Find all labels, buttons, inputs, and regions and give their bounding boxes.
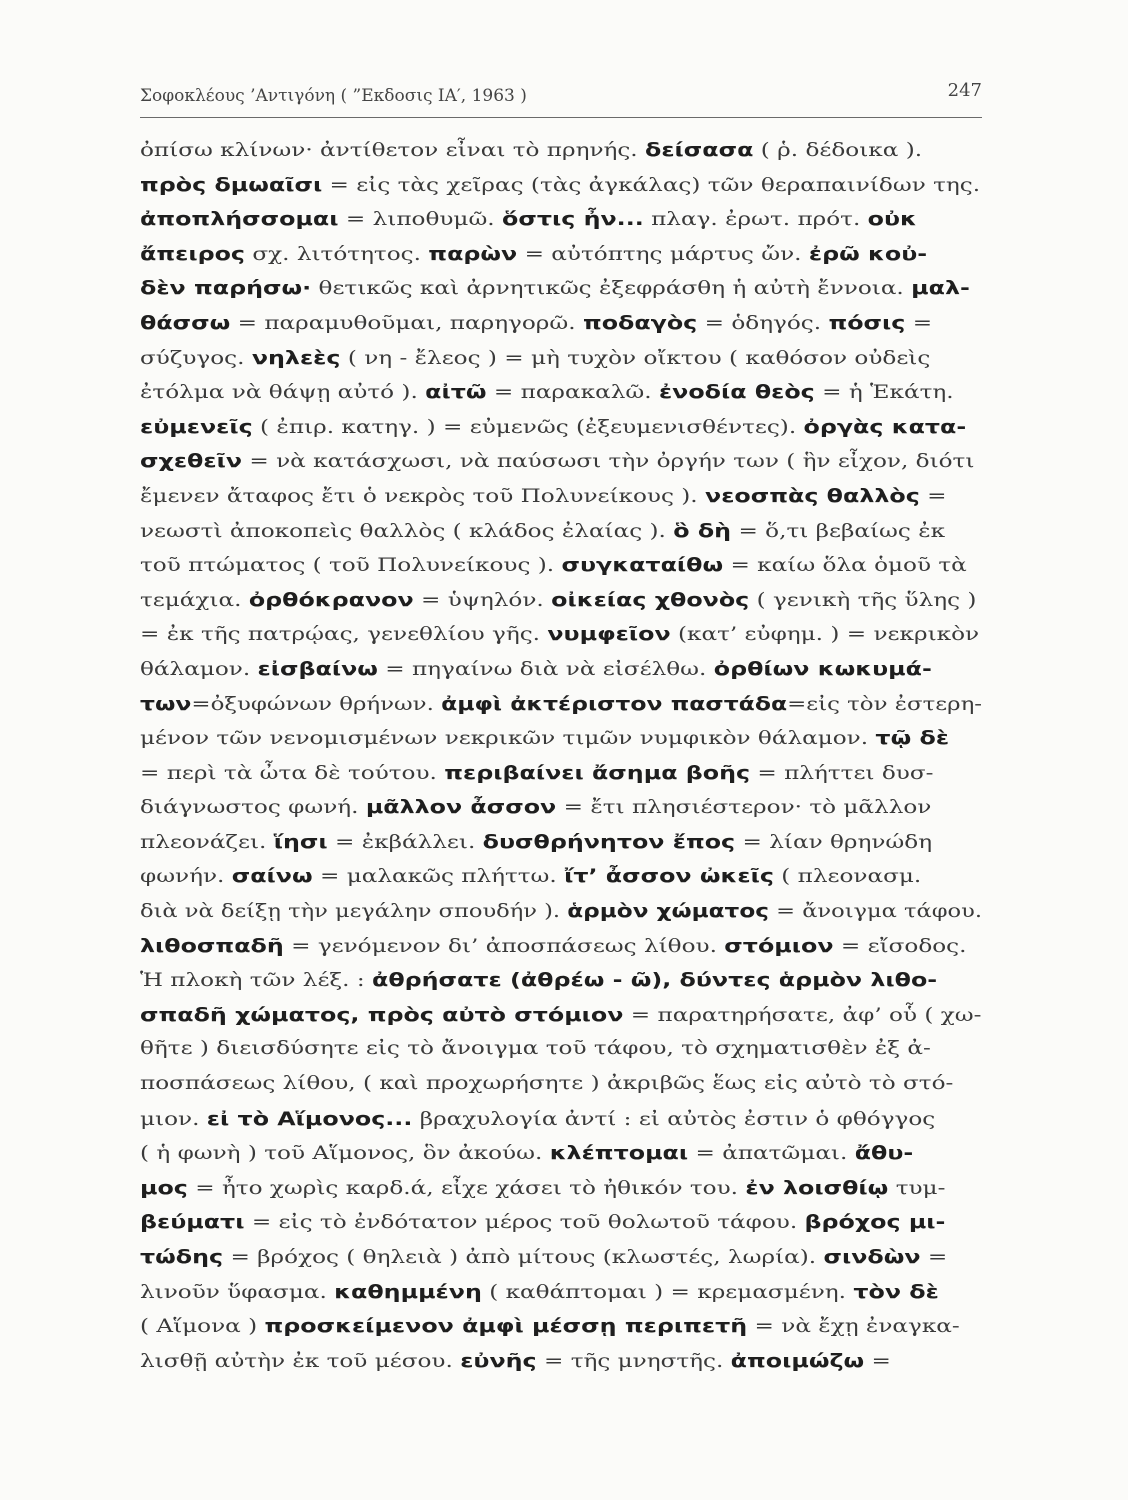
line-content bbox=[140, 859, 921, 895]
text-line bbox=[140, 687, 982, 722]
line-content bbox=[140, 410, 966, 446]
gloss-text: ( νη - ἔλεος ) = μὴ τυχὸν οἴκτου ( καθόσον οὐδεὶς bbox=[340, 347, 931, 369]
line-content bbox=[140, 1032, 931, 1067]
gloss-text: = παραμυθοῦμαι, παρηγορῶ. bbox=[230, 312, 583, 334]
gloss-text: = ὅ,τι βεβαίως ἐκ bbox=[731, 520, 946, 542]
lemma-term: ὅστις ἦν... bbox=[502, 208, 644, 231]
gloss-text: = πηγαίνω διὰ νὰ εἰσέλθω. bbox=[377, 658, 714, 680]
text-line bbox=[140, 1067, 982, 1102]
gloss-text: = ἀπατῶμαι. bbox=[688, 1143, 855, 1165]
lemma-term: δὲν παρήσω· bbox=[140, 277, 312, 300]
text-line bbox=[140, 237, 982, 272]
text-line bbox=[140, 859, 982, 894]
lemma-term: πόσις bbox=[828, 311, 906, 334]
running-header bbox=[140, 80, 982, 116]
line-content bbox=[140, 479, 947, 515]
text-line bbox=[140, 1309, 982, 1344]
lemma-term: σχεθεῖν bbox=[140, 450, 243, 473]
gloss-text: λισθῇ αὐτὴν ἐκ τοῦ μέσου. bbox=[140, 1350, 461, 1372]
gloss-text: = νὰ κατάσχωσι, νὰ παύσωσι τὴν ὀργήν των ( ἣν εἶχον, διότι bbox=[242, 451, 975, 473]
lemma-term: νεοσπὰς θαλλὸς bbox=[705, 484, 920, 507]
text-line bbox=[140, 306, 982, 341]
gloss-text: = εἰς τὸ ἐνδότατον μέρος τοῦ θολωτοῦ τάφου. bbox=[244, 1212, 805, 1234]
lemma-term: μᾶλλον ἆσσον bbox=[365, 796, 557, 819]
lemma-term: ἁρμὸν χώματος bbox=[567, 900, 769, 923]
line-content bbox=[140, 721, 949, 757]
gloss-text: νεωστὶ ἀποκοπεὶς θαλλὸς ( κλάδος ἐλαίας ). bbox=[140, 520, 674, 542]
lemma-term: ἀθρήσατε (ἀθρέω - ῶ), δύντες ἁρμὸν λιθο- bbox=[372, 969, 938, 992]
text-line bbox=[140, 548, 982, 583]
header-rule bbox=[140, 117, 982, 118]
lemma-term: ἴτ’ ἆσσον ὠκεῖς bbox=[564, 865, 774, 888]
gloss-text: βραχυλογία ἀντί : εἰ αὐτὸς ἐστιν ὁ φθόγγος bbox=[412, 1108, 936, 1130]
gloss-text: τυμ- bbox=[888, 1177, 946, 1199]
text-line bbox=[140, 444, 982, 479]
line-content bbox=[140, 617, 979, 653]
lemma-term: δείσασα bbox=[645, 139, 754, 161]
line-content bbox=[140, 548, 967, 584]
lemma-term: εἰ τὸ Αἵμονος... bbox=[206, 1107, 413, 1130]
gloss-text: ( καθάπτομαι ) = κρεμασμένη. bbox=[481, 1281, 854, 1303]
gloss-text: = γενόμενον δι’ ἀποσπάσεως λίθου. bbox=[283, 935, 725, 957]
gloss-text: ( ἐπιρ. κατηγ. ) = εὐμενῶς (ἐξευμενισθέντες). bbox=[252, 416, 804, 438]
gloss-text: θετικῶς καὶ ἀρνητικῶς ἐξεφράσθη ἡ αὐτὴ ἔννοια. bbox=[311, 278, 912, 300]
gloss-text: λινοῦν ὕφασμα. bbox=[140, 1281, 335, 1303]
lemma-term: βρόχος μι- bbox=[804, 1211, 946, 1234]
line-content bbox=[140, 306, 932, 342]
line-content bbox=[140, 1205, 945, 1241]
gloss-text: μένον τῶν νενομισμένων νεκρικῶν τιμῶν νυμφικὸν θάλαμον. bbox=[140, 728, 876, 750]
lemma-term: κλέπτομαι bbox=[549, 1142, 689, 1165]
lemma-term: αἰτῶ bbox=[425, 381, 487, 404]
gloss-text: =ὀξυφώνων θρήνων. bbox=[191, 693, 442, 715]
line-content bbox=[140, 444, 974, 480]
line-content bbox=[140, 271, 970, 307]
line-content bbox=[140, 168, 980, 204]
lemma-term: ὀργὰς κατα- bbox=[803, 415, 967, 438]
text-line bbox=[140, 998, 982, 1033]
gloss-text: = περὶ τὰ ὦτα δὲ τούτου. bbox=[140, 762, 445, 784]
lemma-term: μαλ- bbox=[911, 277, 970, 300]
line-content bbox=[140, 825, 932, 861]
text-line bbox=[140, 583, 982, 618]
lemma-term: θάσσω bbox=[140, 311, 231, 334]
text-line bbox=[140, 929, 982, 964]
lemma-term: ἐν λοισθίῳ bbox=[745, 1176, 889, 1199]
line-content bbox=[140, 1275, 939, 1311]
gloss-text: Ἡ πλοκὴ τῶν λέξ. : bbox=[140, 970, 373, 992]
line-content bbox=[140, 687, 982, 723]
gloss-text: ( γενικὴ τῆς ὕλης ) bbox=[749, 589, 977, 611]
text-line bbox=[140, 168, 982, 203]
gloss-text: ἐτόλμα νὰ θάψῃ αὐτό ). bbox=[140, 382, 426, 404]
gloss-text: = ἐκ τῆς πατρῴας, γενεθλίου γῆς. bbox=[140, 624, 548, 646]
gloss-text: ( ῥ. δέδοικα ). bbox=[753, 140, 923, 161]
gloss-text: = ὑψηλόν. bbox=[413, 589, 552, 611]
lemma-term: ἵησι bbox=[273, 830, 328, 853]
gloss-text: ( πλεονασμ. bbox=[773, 866, 922, 888]
gloss-text: = καίω ὅλα ὁμοῦ τὰ bbox=[723, 555, 967, 577]
text-line bbox=[140, 1205, 982, 1240]
commentary-text bbox=[140, 133, 982, 1378]
gloss-text: = τῆς μνηστῆς. bbox=[536, 1350, 731, 1372]
lemma-term: βεύματι bbox=[140, 1211, 245, 1234]
line-content bbox=[140, 1171, 945, 1207]
lemma-term: δυσθρήνητον ἔπος bbox=[482, 830, 736, 853]
gloss-text: = bbox=[864, 1350, 891, 1372]
line-content bbox=[140, 237, 927, 273]
gloss-text: = λιποθυμῶ. bbox=[338, 209, 503, 231]
line-content bbox=[140, 341, 930, 377]
line-content bbox=[140, 202, 917, 238]
gloss-text: σύζυγος. bbox=[140, 347, 252, 369]
lemma-term: σπαδῆ χώματος, πρὸς αὐτὸ στόμιον bbox=[140, 1003, 624, 1026]
text-line bbox=[140, 479, 982, 514]
lemma-term: σινδὼν bbox=[823, 1246, 921, 1268]
text-line bbox=[140, 825, 982, 860]
lemma-term: εὐμενεῖς bbox=[140, 415, 253, 438]
gloss-text: = παρακαλῶ. bbox=[486, 382, 659, 404]
line-content bbox=[140, 1136, 913, 1172]
lemma-term: ὀρθίων κωκυμά- bbox=[713, 657, 932, 680]
gloss-text: σχ. λιτότητος. bbox=[244, 243, 429, 265]
gloss-text: = ἐκβάλλει. bbox=[327, 831, 483, 853]
gloss-text: = ἄνοιγμα τάφου. bbox=[768, 901, 982, 923]
line-content bbox=[140, 963, 937, 999]
line-content bbox=[140, 929, 966, 965]
text-line bbox=[140, 341, 982, 376]
line-content bbox=[140, 756, 933, 792]
text-line bbox=[140, 756, 982, 791]
lemma-term: στόμιον bbox=[724, 934, 834, 957]
lemma-term: ἀμφὶ ἀκτέριστον παστάδα bbox=[441, 692, 788, 715]
line-content bbox=[140, 790, 931, 826]
text-line bbox=[140, 1102, 982, 1137]
text-line bbox=[140, 1171, 982, 1206]
gloss-text: = bbox=[905, 312, 933, 334]
text-line bbox=[140, 721, 982, 756]
gloss-text: = bbox=[919, 485, 947, 507]
gloss-text: = νὰ ἔχῃ ἐναγκα- bbox=[747, 1316, 960, 1338]
line-content bbox=[140, 133, 922, 169]
line-content bbox=[140, 998, 981, 1034]
lemma-term: εἰσβαίνω bbox=[257, 657, 378, 680]
gloss-text: ( ἡ φωνὴ ) τοῦ Αἵμονος, ὃν ἀκούω. bbox=[140, 1143, 550, 1165]
gloss-text: διὰ νὰ δείξῃ τὴν μεγάλην σπουδήν ). bbox=[140, 901, 568, 923]
gloss-text: = παρατηρήσατε, ἀφ’ οὗ ( χω- bbox=[623, 1004, 982, 1026]
lemma-term: καθημμένη bbox=[334, 1280, 482, 1303]
gloss-text: ἔμενεν ἄταφος ἔτι ὁ νεκρὸς τοῦ Πολυνείκους ). bbox=[140, 485, 706, 507]
gloss-text: = εἴσοδος. bbox=[833, 935, 967, 957]
gloss-text: = ἔτι πλησιέστερον· τὸ μᾶλλον bbox=[556, 797, 932, 819]
line-content bbox=[140, 894, 982, 930]
text-line bbox=[140, 202, 982, 237]
lemma-term: τώδης bbox=[140, 1246, 224, 1268]
line-content bbox=[140, 514, 945, 550]
lemma-term: ἀποιμώζω bbox=[730, 1349, 865, 1372]
lemma-term: τὸν δὲ bbox=[853, 1280, 939, 1303]
line-content bbox=[140, 652, 932, 688]
lemma-term: προσκείμενον ἀμφὶ μέσσῃ περιπετῆ bbox=[264, 1315, 748, 1338]
lemma-term: ἄπειρος bbox=[140, 242, 245, 265]
gloss-text: = λίαν θρηνώδη bbox=[735, 831, 933, 853]
gloss-text: = αὐτόπτης μάρτυς ὤν. bbox=[517, 243, 809, 265]
lemma-term: μος bbox=[140, 1176, 188, 1199]
lemma-term: ποδαγὸς bbox=[582, 311, 698, 334]
gloss-text: = εἰς τὰς χεῖρας (τὰς ἀγκάλας) τῶν θεραπαινίδων της. bbox=[322, 174, 981, 196]
text-line bbox=[140, 1275, 982, 1310]
line-content bbox=[140, 583, 976, 619]
text-line bbox=[140, 1240, 982, 1275]
lemma-term: οὐκ bbox=[867, 208, 917, 231]
gloss-text: διάγνωστος φωνή. bbox=[140, 797, 366, 819]
gloss-text: πλαγ. ἐρωτ. πρότ. bbox=[643, 209, 868, 231]
lemma-term: λιθοσπαδῆ bbox=[140, 934, 284, 957]
gloss-text: μιον. bbox=[140, 1108, 207, 1130]
gloss-text: θάλαμον. bbox=[140, 658, 258, 680]
lemma-term: νηλεὲς bbox=[251, 346, 341, 369]
lemma-term: παρὼν bbox=[428, 242, 518, 265]
gloss-text: θῆτε ) διεισδύσητε εἰς τὸ ἄνοιγμα τοῦ τάφου, τὸ σχηματισθὲν ἐξ ἀ- bbox=[140, 1038, 931, 1060]
gloss-text: τοῦ πτώματος ( τοῦ Πολυνείκους ). bbox=[140, 555, 562, 577]
gloss-text: = bbox=[920, 1247, 948, 1268]
text-line bbox=[140, 894, 982, 929]
lemma-term: εὐνῆς bbox=[460, 1349, 537, 1372]
text-line bbox=[140, 1136, 982, 1171]
gloss-text: = μαλακῶς πλήττω. bbox=[312, 866, 565, 888]
gloss-text: =εἰς τὸν ἐστερη- bbox=[787, 693, 982, 715]
line-content bbox=[140, 1309, 960, 1345]
text-line bbox=[140, 514, 982, 549]
gloss-text: ὀπίσω κλίνων· ἀντίθετον εἶναι τὸ πρηνής. bbox=[140, 140, 646, 161]
text-line bbox=[140, 652, 982, 687]
gloss-text: = ἦτο χωρὶς καρδ.ά, εἶχε χάσει τὸ ἠθικόν του. bbox=[187, 1177, 746, 1199]
lemma-term: ἐνοδία θεὸς bbox=[658, 381, 815, 404]
lemma-term: των bbox=[140, 692, 192, 715]
gloss-text: πλεονάζει. bbox=[140, 831, 274, 853]
lemma-term: πρὸς δμωαῖσι bbox=[140, 173, 323, 196]
text-line bbox=[140, 1344, 982, 1379]
gloss-text: = βρόχος ( θηλειὰ ) ἀπὸ μίτους (κλωστές, λωρία). bbox=[223, 1247, 824, 1268]
text-line bbox=[140, 1032, 982, 1067]
gloss-text: ποσπάσεως λίθου, ( καὶ προχωρήσητε ) ἀκριβῶς ἕως εἰς αὐτὸ τὸ στό- bbox=[140, 1073, 954, 1095]
gloss-text: φωνήν. bbox=[140, 866, 232, 888]
line-content bbox=[140, 1067, 953, 1102]
lemma-term: συγκαταίθω bbox=[561, 554, 724, 577]
gloss-text: = ὁδηγός. bbox=[697, 312, 829, 334]
text-line bbox=[140, 617, 982, 652]
line-content bbox=[140, 1344, 891, 1380]
lemma-term: περιβαίνει ἄσημα βοῆς bbox=[444, 761, 751, 784]
lemma-term: οἰκείας χθονὸς bbox=[551, 588, 750, 611]
gloss-text: τεμάχια. bbox=[140, 589, 249, 611]
text-line bbox=[140, 271, 982, 306]
gloss-text: = πλήττει δυσ- bbox=[750, 762, 934, 784]
header-title: Σοφοκλέους ’Αντιγόνη ( ”Εκδοσις ΙΑ′, 1963 ) bbox=[140, 86, 527, 106]
text-line bbox=[140, 963, 982, 998]
text-line bbox=[140, 790, 982, 825]
gloss-text: (κατ’ εὐφημ. ) = νεκρικὸν bbox=[670, 624, 980, 646]
gloss-text: = ἡ Ἑκάτη. bbox=[814, 382, 954, 404]
line-content bbox=[140, 375, 954, 411]
lemma-term: σαίνω bbox=[231, 865, 313, 888]
lemma-term: νυμφεῖον bbox=[547, 623, 671, 646]
lemma-term: τῷ δὲ bbox=[875, 727, 950, 750]
gloss-text: ( Αἵμονα ) bbox=[140, 1316, 265, 1338]
lemma-term: ἀποπλήσσομαι bbox=[140, 208, 339, 231]
lemma-term: ἐρῶ κοὐ- bbox=[808, 242, 928, 265]
lemma-term: ὃ δὴ bbox=[673, 519, 732, 542]
lemma-term: ἄθυ- bbox=[854, 1142, 914, 1165]
page-number: 247 bbox=[947, 80, 982, 101]
text-line bbox=[140, 410, 982, 445]
lemma-term: ὀρθόκρανον bbox=[248, 588, 414, 611]
text-line bbox=[140, 133, 982, 168]
line-content bbox=[140, 1102, 935, 1138]
text-line bbox=[140, 375, 982, 410]
line-content bbox=[140, 1240, 947, 1276]
